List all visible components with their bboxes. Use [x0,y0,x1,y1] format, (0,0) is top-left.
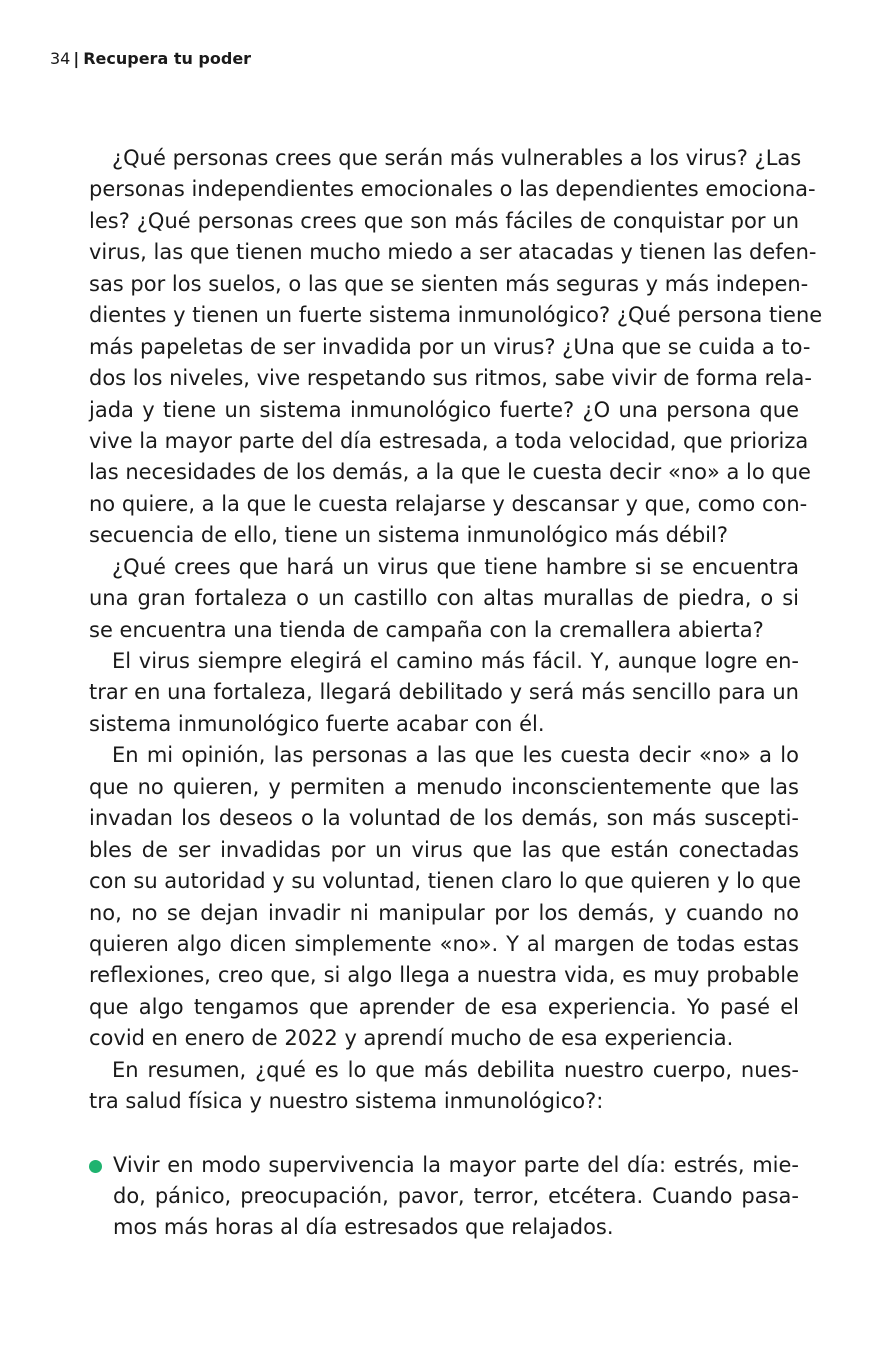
text-line: El virus siempre elegirá el camino más fácil. Y, aunque logre en- [112,649,799,673]
paragraph-4 [89,740,802,1054]
text-line: no, no se dejan invadir ni manipular por los demás, y cuando no [89,900,799,925]
text-line: no quiere, a la que le cuesta relajarse y descansar y que, como con- [89,491,808,516]
text-line: Vivir en modo supervivencia la mayor parte del día: estrés, mie- [113,1152,799,1177]
text-line: dientes y tienen un fuerte sistema inmunológico? ¿Qué persona tiene [89,303,823,328]
text-line: sas por los suelos, o las que se sienten más seguras y más indepen- [89,271,809,296]
bullet-list-item [89,1150,799,1244]
text-line: que algo tengamos que aprender de esa experiencia. Yo pasé el [89,994,799,1019]
text-line: dos los niveles, vive respetando sus ritmos, sabe vivir de forma rela- [89,366,813,391]
text-line: do, pánico, preocupación, pavor, terror, etcétera. Cuando pasa- [113,1184,799,1208]
paragraph-1 [89,143,823,552]
text-line: trar en una fortaleza, llegará debilitado y será más sencillo para un [89,680,799,705]
text-line: les? ¿Qué personas crees que son más fáciles de conquistar por un [89,208,799,233]
book-title: Recupera tu poder [83,49,252,68]
bullet-dot-icon [89,1160,102,1173]
text-line: En mi opinión, las personas a las que les cuesta decir «no» a lo [112,743,799,768]
text-line: jada y tiene un sistema inmunológico fuerte? ¿O una persona que [89,397,799,422]
text-line: ¿Qué crees que hará un virus que tiene hambre si se encuentra [112,554,799,579]
body-text [89,143,823,1244]
text-line: tra salud física y nuestro sistema inmunológico?: [89,1089,604,1114]
paragraph-2 [89,552,799,646]
text-line: las necesidades de los demás, a la que le cuesta decir «no» a lo que [89,460,811,485]
text-line: sistema inmunológico fuerte acabar con él. [89,711,545,736]
running-header [50,48,251,70]
text-line: se encuentra una tienda de campaña con la cremallera abierta? [89,617,764,642]
text-line: más papeletas de ser invadida por un virus? ¿Una que se cuida a to- [89,334,811,359]
text-line: ¿Qué personas crees que serán más vulnerables a los virus? ¿Las [112,146,802,170]
page-number: 34 [50,49,71,68]
text-line: quieren algo dicen simplemente «no». Y al margen de todas estas [89,931,799,956]
text-line: vive la mayor parte del día estresada, a toda velocidad, que prioriza [89,428,809,453]
text-line: invadan los deseos o la voluntad de los demás, son más suscepti- [89,806,799,831]
text-line: personas independientes emocionales o las dependientes emociona- [89,177,816,202]
paragraph-5 [89,1055,799,1118]
text-line: una gran fortaleza o un castillo con altas murallas de piedra, o si [89,586,799,611]
text-line: que no quieren, y permiten a menudo inconscientemente que las [89,774,799,799]
text-line: mos más horas al día estresados que relajados. [113,1215,614,1240]
text-line: reflexiones, creo que, si algo llega a nuestra vida, es muy probable [89,963,799,988]
text-line: con su autoridad y su voluntad, tienen claro lo que quieren y lo que [89,869,802,894]
paragraph-3 [89,646,799,740]
text-line: secuencia de ello, tiene un sistema inmunológico más débil? [89,523,728,548]
text-line: virus, las que tienen mucho miedo a ser atacadas y tienen las defen- [89,240,817,265]
text-line: covid en enero de 2022 y aprendí mucho de esa experiencia. [89,1026,734,1051]
header-separator: | [73,49,80,68]
text-line: bles de ser invadidas por un virus que las que están conectadas [89,837,799,862]
text-line: En resumen, ¿qué es lo que más debilita nuestro cuerpo, nues- [112,1057,799,1082]
